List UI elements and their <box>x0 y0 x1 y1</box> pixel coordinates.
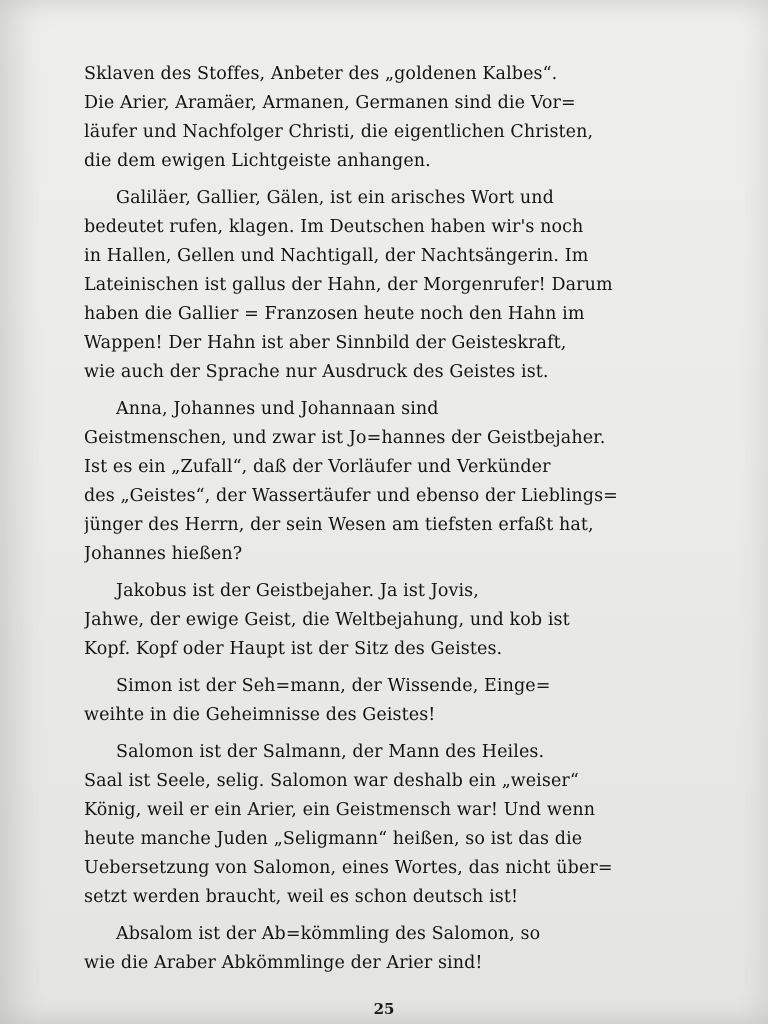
text-line: Galiläer, Gallier, Gälen, ist ein arisches Wort und <box>116 188 554 208</box>
text-line: in Hallen, Gellen und Nachtigall, der Nachtsängerin. Im <box>84 246 589 266</box>
text-line: weihte in die Geheimnisse des Geistes! <box>84 705 436 725</box>
text-line: die dem ewigen Lichtgeiste anhangen. <box>84 151 431 171</box>
text-line: Saal ist Seele, selig. Salomon war deshalb ein „weiser“ <box>84 771 579 791</box>
text-line: wie auch der Sprache nur Ausdruck des Geistes ist. <box>84 362 549 382</box>
text-line: läufer und Nachfolger Christi, die eigentlichen Christen, <box>84 122 594 142</box>
text-line: heute manche Juden „Seligmann“ heißen, so ist das die <box>84 829 583 849</box>
text-line: Geistmenschen, und zwar ist Jo=hannes der Geistbejaher. <box>84 428 606 448</box>
text-line: Anna, Johannes und Johannaan sind <box>116 399 439 419</box>
text-line: König, weil er ein Arier, ein Geistmensch war! Und wenn <box>84 800 596 820</box>
paragraph-4 <box>84 577 656 664</box>
text-line: Absalom ist der Ab=kömmling des Salomon, so <box>116 924 541 944</box>
text-line: Kopf. Kopf oder Haupt ist der Sitz des Geistes. <box>84 639 503 659</box>
text-line: bedeutet rufen, klagen. Im Deutschen haben wir's noch <box>84 217 584 237</box>
text-line: Lateinischen ist gallus der Hahn, der Morgenrufer! Darum <box>84 275 613 295</box>
text-line: Jakobus ist der Geistbejaher. Ja ist Jovis, <box>116 581 479 601</box>
text-line: Die Arier, Aramäer, Armanen, Germanen sind die Vor= <box>84 93 576 113</box>
text-line: Simon ist der Seh=mann, der Wissende, Einge= <box>116 676 551 696</box>
text-line: Wappen! Der Hahn ist aber Sinnbild der Geisteskraft, <box>84 333 567 353</box>
text-line: setzt werden braucht, weil es schon deutsch ist! <box>84 887 519 907</box>
paragraph-2 <box>84 184 656 387</box>
page-number: 25 <box>373 1000 395 1018</box>
text-line: Jahwe, der ewige Geist, die Weltbejahung, und kob ist <box>84 610 570 630</box>
text-line: Sklaven des Stoffes, Anbeter des „goldenen Kalbes“. <box>84 64 558 84</box>
text-line: jünger des Herrn, der sein Wesen am tiefsten erfaßt hat, <box>84 515 594 535</box>
paragraph-6 <box>84 738 656 912</box>
paragraph-3 <box>84 395 656 569</box>
text-line: Johannes hießen? <box>84 544 243 564</box>
text-line: Uebersetzung von Salomon, eines Wortes, das nicht über= <box>84 858 613 878</box>
text-line: haben die Gallier = Franzosen heute noch den Hahn im <box>84 304 585 324</box>
text-line: Ist es ein „Zufall“, daß der Vorläufer und Verkünder <box>84 457 551 477</box>
text-line: des „Geistes“, der Wassertäufer und ebenso der Lieblings= <box>84 486 618 506</box>
text-line: Salomon ist der Salmann, der Mann des Heiles. <box>116 742 545 762</box>
paragraph-5 <box>84 672 656 730</box>
paragraph-7 <box>84 920 656 978</box>
body-text <box>84 60 656 986</box>
text-line: wie die Araber Abkömmlinge der Arier sind! <box>84 953 483 973</box>
paragraph-1 <box>84 60 656 176</box>
